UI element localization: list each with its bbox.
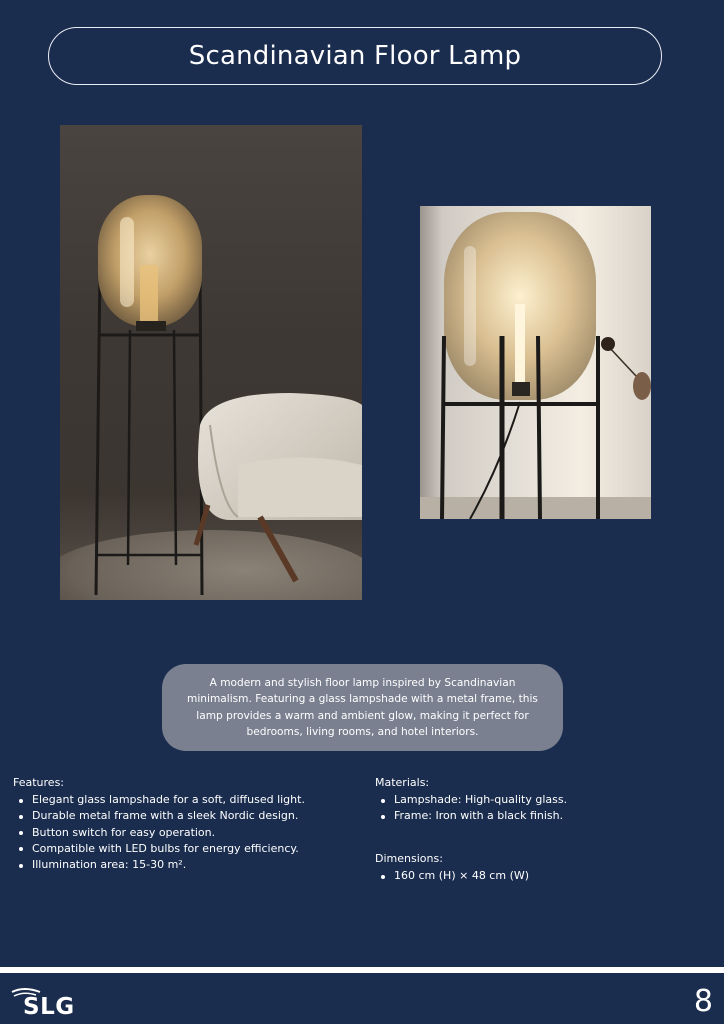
- lamp-glow-illustration: [420, 206, 651, 519]
- slg-logo-text: SLG: [23, 994, 75, 1020]
- materials-title: Materials:: [375, 776, 430, 789]
- materials-item: Lampshade: High-quality glass.: [375, 792, 567, 808]
- product-description: A modern and stylish floor lamp inspired by Scandinavian minimalism. Featuring a glass lampshade with a metal frame, this lamp provides a warm and ambient glow, making it perfect for bedrooms, living rooms, and hotel interiors.: [187, 676, 538, 738]
- features-item: Elegant glass lampshade for a soft, diffused light.: [13, 792, 305, 808]
- features-title: Features:: [13, 776, 65, 789]
- lamp-armchair-illustration: [60, 125, 362, 600]
- features-list: [13, 792, 305, 873]
- dimensions-list: [375, 868, 529, 884]
- page-title: Scandinavian Floor Lamp: [188, 41, 522, 71]
- product-photo-lamp-with-armchair: [60, 125, 362, 600]
- materials-list: [375, 792, 567, 825]
- product-photo-lamp-glowing: [420, 206, 651, 519]
- footer-divider: [0, 967, 724, 973]
- dimensions-item: 160 cm (H) × 48 cm (W): [375, 868, 529, 884]
- features-item: Button switch for easy operation.: [13, 825, 305, 841]
- page-number: 8: [693, 984, 713, 1019]
- product-description-box: [162, 664, 563, 751]
- features-item: Compatible with LED bulbs for energy efficiency.: [13, 841, 305, 857]
- page-title-box: [48, 27, 662, 85]
- materials-item: Frame: Iron with a black finish.: [375, 808, 567, 824]
- features-item: Durable metal frame with a sleek Nordic design.: [13, 808, 305, 824]
- features-item: Illumination area: 15-30 m².: [13, 857, 305, 873]
- dimensions-title: Dimensions:: [375, 852, 443, 865]
